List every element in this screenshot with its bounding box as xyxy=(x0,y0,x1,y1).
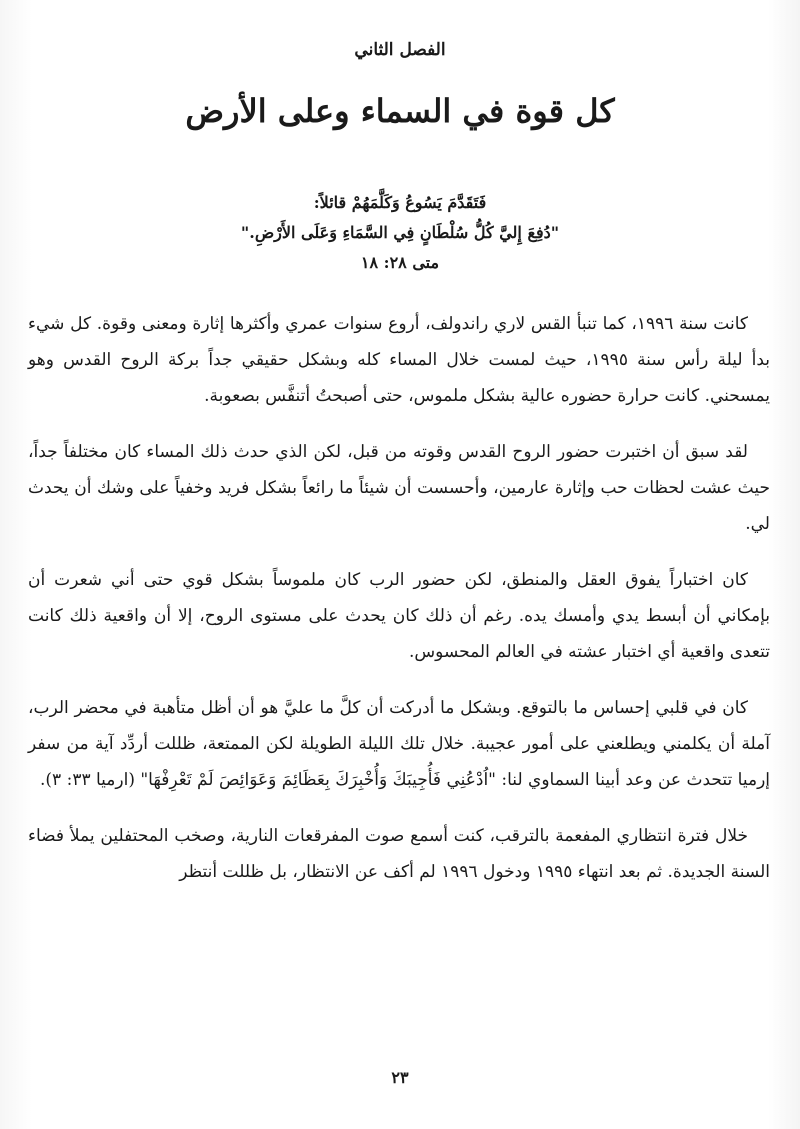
epigraph-reference: متى ٢٨: ١٨ xyxy=(360,253,440,272)
paragraph-3: كان اختباراً يفوق العقل والمنطق، لكن حضور الرب كان ملموساً بشكل قوي حتى أني شعرت أن بإمكاني أن أبسط يدي وأمسك يده. رغم أن ذلك كان يحدث على مستوى الروح، إلا أن واقعية ذلك كانت تتعدى واقعية أي اختبار عشته في العالم المحسوس. xyxy=(28,570,770,662)
chapter-label: الفصل الثاني xyxy=(354,40,446,60)
epigraph-line-1: فَتَقَدَّمَ يَسُوعُ وَكَلَّمَهُمْ قائلاً: xyxy=(313,193,487,212)
paragraph-2: لقد سبق أن اختبرت حضور الروح القدس وقوته من قبل، لكن الذي حدث ذلك المساء كان مختلفاً جداً، حيث عشت لحظات حب وإثارة عارمين، وأحسست أن شيئاً ما رائعاً بشكل فريد وخفياً على وشك أن يحدث لي. xyxy=(28,442,770,534)
paragraph-4: كان في قلبي إحساس ما بالتوقع. وبشكل ما أدركت أن كلَّ ما عليَّ هو أن أظل متأهبة في محضر الرب، آملة أن يكلمني ويطلعني على أمور عجيبة. خلال تلك الليلة الطويلة لكن الممتعة، ظللت أردِّد آية من سفر إرميا تتحدث عن وعد أبينا السماوي لنا: "اُدْعُنِي فَأُجِيبَكَ وَأُخْبِرَكَ بِعَظَائِمَ وَعَوَائِصَ لَمْ تَعْرِفْهَا" (ارميا ٣٣: ٣). xyxy=(28,698,770,790)
chapter-title: كل قوة في السماء وعلى الأرض xyxy=(185,92,615,130)
epigraph xyxy=(0,188,800,278)
paragraph-1: كانت سنة ١٩٩٦، كما تنبأ القس لاري راندولف، أروع سنوات عمري وأكثرها إثارة ومعنى وقوة. كل شيء بدأ ليلة رأس سنة ١٩٩٥، حيث لمست خلال المساء كله وبشكل حقيقي جداً بركة الروح القدس وهو يمسحني. كانت حرارة حضوره عالية بشكل ملموس، حتى أصبحتُ أتنفَّس بصعوبة. xyxy=(28,314,771,406)
page-number: ٢٣ xyxy=(391,1068,409,1087)
body-text xyxy=(28,306,770,910)
paragraph-5: خلال فترة انتظاري المفعمة بالترقب، كنت أسمع صوت المفرقعات النارية، وصخب المحتفلين يملأ فضاء السنة الجديدة. ثم بعد انتهاء ١٩٩٥ ودخول ١٩٩٦ لم أكف عن الانتظار، بل ظللت أنتظر xyxy=(28,826,770,882)
epigraph-quote: "دُفِعَ إِليَّ كُلُّ سُلْطَانٍ فِي السَّمَاءِ وَعَلَى الأَرْضِ." xyxy=(240,223,560,242)
